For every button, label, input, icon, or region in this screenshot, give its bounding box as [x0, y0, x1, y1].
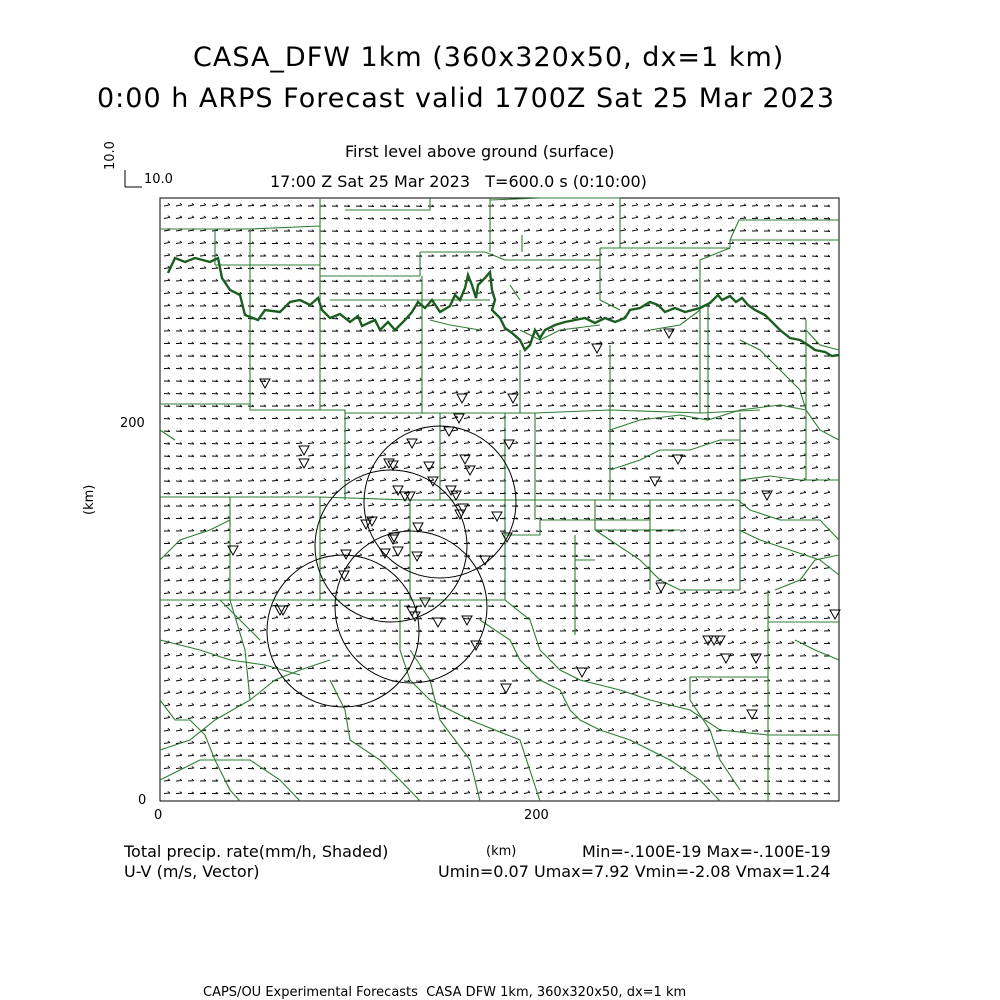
wind-vector: [584, 643, 590, 644]
wind-vector: [800, 430, 806, 431]
wind-vector: [620, 605, 626, 606]
wind-vector: [716, 230, 722, 231]
wind-vector: [560, 668, 566, 669]
wind-vector: [188, 555, 194, 556]
x-tick-200: 200: [524, 808, 549, 823]
title-line1: CASA_DFW 1km (360x320x50, dx=1 km): [193, 42, 785, 73]
wind-vector: [320, 618, 326, 619]
wind-vector: [572, 368, 578, 369]
wind-vector: [392, 555, 398, 556]
wind-vector: [368, 580, 374, 581]
wind-vector: [668, 268, 674, 269]
wind-vector: [524, 418, 530, 419]
wind-vector: [608, 330, 614, 331]
wind-vector: [344, 405, 350, 406]
wind-vector: [632, 605, 638, 606]
wind-vector: [728, 218, 734, 219]
wind-vector: [200, 543, 206, 544]
wind-vector: [392, 355, 398, 356]
wind-vector: [704, 243, 710, 244]
wind-vector: [248, 505, 254, 506]
wind-vector: [260, 493, 266, 494]
wind-vector: [728, 693, 734, 694]
title-line2: 0:00 h ARPS Forecast valid 1700Z Sat 25 Mar 2023: [97, 83, 836, 114]
wind-vector: [752, 668, 758, 669]
wind-vector: [572, 655, 578, 656]
wind-vector: [272, 480, 278, 481]
y-tick-200: 200: [120, 416, 145, 431]
subtitle-time: 17:00 Z Sat 25 Mar 2023 T=600.0 s (0:10:00): [270, 172, 647, 191]
wind-vector: [428, 518, 434, 519]
wind-vector: [716, 518, 722, 519]
wind-vector: [632, 305, 638, 306]
wind-vector: [704, 718, 710, 719]
wind-vector: [752, 480, 758, 481]
wind-vector: [524, 705, 530, 706]
wind-vector: [440, 505, 446, 506]
wind-vector: [476, 468, 482, 469]
wind-vector: [260, 205, 266, 206]
wind-vector: [368, 380, 374, 381]
wind-vector: [512, 718, 518, 719]
wind-vector: [428, 318, 434, 319]
wind-vector: [608, 618, 614, 619]
wind-vector: [704, 530, 710, 531]
wind-vector: [668, 568, 674, 569]
wind-vector: [212, 530, 218, 531]
wind-vector: [812, 618, 818, 619]
wind-vector: [524, 230, 530, 231]
wind-vector: [344, 593, 350, 594]
wind-vector: [716, 705, 722, 706]
wind-vector: [200, 743, 206, 744]
wind-vector: [416, 330, 422, 331]
wind-vector: [224, 518, 230, 519]
wind-vector: [536, 405, 542, 406]
wind-vector: [596, 630, 602, 631]
legend-uv-range: Umin=0.07 Umax=7.92 Vmin=-2.08 Vmax=1.24: [438, 862, 831, 881]
vector-key-icon: [125, 170, 142, 187]
wind-vector: [824, 405, 830, 406]
wind-vector: [560, 380, 566, 381]
wind-vector: [680, 743, 686, 744]
wind-vector: [236, 218, 242, 219]
wind-vector: [656, 280, 662, 281]
wind-vector: [500, 243, 506, 244]
wind-vector: [824, 605, 830, 606]
wind-vector: [368, 568, 374, 569]
wind-vector: [548, 205, 554, 206]
wind-vector: [200, 255, 206, 256]
y-tick-0: 0: [138, 793, 147, 808]
footer-credit: CAPS/OU Experimental Forecasts CASA DFW 1km, 360x320x50, dx=1 km: [203, 985, 687, 1000]
wind-vector: [524, 218, 530, 219]
wind-vector: [224, 530, 230, 531]
wind-vector: [188, 268, 194, 269]
wind-vector: [776, 655, 782, 656]
legend-vector: U-V (m/s, Vector): [124, 862, 260, 881]
wind-vector: [176, 280, 182, 281]
wind-vector: [320, 430, 326, 431]
wind-vector: [620, 618, 626, 619]
wind-vector: [536, 218, 542, 219]
wind-vector: [488, 743, 494, 744]
wind-vector: [644, 593, 650, 594]
wind-vector: [212, 730, 218, 731]
wind-vector: [668, 280, 674, 281]
wind-vector: [740, 680, 746, 681]
wind-vector: [164, 580, 170, 581]
wind-vector: [692, 543, 698, 544]
wind-vector: [296, 643, 302, 644]
wind-vector: [764, 655, 770, 656]
wind-vector: [308, 630, 314, 631]
wind-vector: [764, 468, 770, 469]
wind-vector: [692, 255, 698, 256]
wind-vector: [284, 468, 290, 469]
wind-vector: [740, 493, 746, 494]
wind-vector: [284, 655, 290, 656]
wind-vector: [404, 543, 410, 544]
wind-vector: [332, 418, 338, 419]
wind-vector: [404, 343, 410, 344]
wind-vector: [296, 455, 302, 456]
wind-vector: [776, 455, 782, 456]
wind-vector: [644, 293, 650, 294]
wind-vector: [476, 268, 482, 269]
wind-vector: [356, 580, 362, 581]
subtitle-level: First level above ground (surface): [345, 142, 615, 161]
wind-vector: [440, 305, 446, 306]
vector-key-horizontal-label: 10.0: [144, 172, 173, 187]
wind-vector: [512, 230, 518, 231]
wind-vector: [308, 443, 314, 444]
wind-vector: [488, 455, 494, 456]
wind-vector: [788, 643, 794, 644]
wind-vector: [728, 505, 734, 506]
wind-vector: [764, 668, 770, 669]
wind-vector: [812, 418, 818, 419]
wind-vector: [224, 230, 230, 231]
y-axis-unit: (km): [82, 484, 97, 515]
wind-vector: [464, 480, 470, 481]
wind-vector: [380, 368, 386, 369]
wind-vector: [740, 205, 746, 206]
wind-vector: [584, 355, 590, 356]
x-axis-unit: (km): [486, 844, 517, 859]
wind-vector: [680, 268, 686, 269]
wind-vector: [548, 393, 554, 394]
wind-vector: [356, 393, 362, 394]
wind-vector: [236, 518, 242, 519]
wind-vector: [176, 568, 182, 569]
wind-vector: [512, 430, 518, 431]
wind-vector: [800, 630, 806, 631]
wind-vector: [224, 718, 230, 719]
wind-vector: [680, 555, 686, 556]
wind-vector: [536, 693, 542, 694]
wind-vector: [500, 730, 506, 731]
vector-key-vertical-label: 10.0: [103, 141, 118, 170]
wind-vector: [548, 680, 554, 681]
x-tick-0: 0: [154, 808, 163, 823]
wind-vector: [692, 730, 698, 731]
wind-vector: [260, 680, 266, 681]
wind-vector: [248, 205, 254, 206]
wind-vector: [596, 343, 602, 344]
wind-vector: [164, 293, 170, 294]
legend-minmax: Min=-.100E-19 Max=-.100E-19: [582, 842, 831, 861]
legend-precip: Total precip. rate(mm/h, Shaded): [124, 842, 389, 861]
wind-vector: [188, 755, 194, 756]
wind-vector: [788, 443, 794, 444]
